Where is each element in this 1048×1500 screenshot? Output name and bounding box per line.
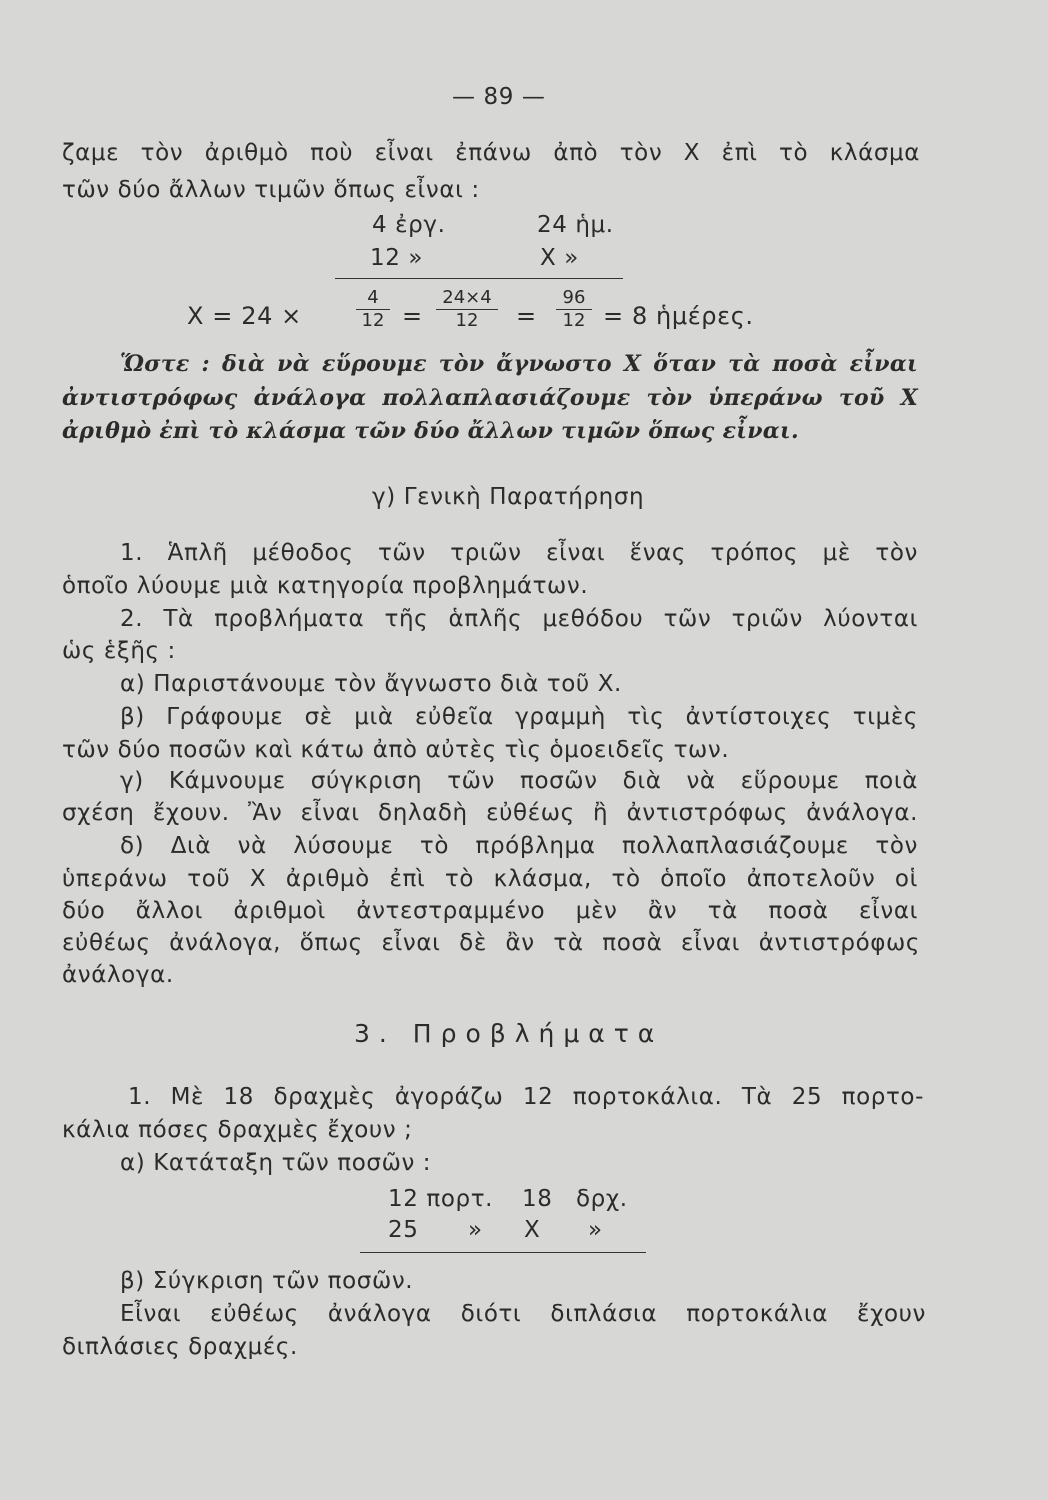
fraction-2-denominator: 12 — [455, 310, 479, 331]
closing-line-3: διπλάσιες δραχμές. — [62, 1334, 298, 1360]
body-line-4: ὡς ἑξῆς : — [62, 638, 176, 664]
problem-line-1: 1. Μὲ 18 δραχμὲς ἀγοράζω 12 πορτοκάλια. Τὰ 25 πορτο- — [128, 1084, 924, 1110]
fraction-1-denominator: 12 — [361, 310, 385, 331]
intro-line-1: ζαμε τὸν ἀριθμὸ ποὺ εἶναι ἐπάνω ἀπὸ τὸν X ἐπὶ τὸ κλάσμα — [62, 140, 920, 166]
table2-r2-c2: » — [468, 1217, 483, 1243]
fraction-3-numerator: 96 — [562, 287, 586, 308]
fraction-2-numerator: 24×4 — [442, 287, 492, 308]
body-line-3: 2. Τὰ προβλήματα τῆς ἁπλῆς μεθόδου τῶν τριῶν λύονται — [120, 606, 918, 632]
table2-r2-c4: » — [588, 1217, 603, 1243]
table1-r1-c2: 24 ἡμ. — [537, 212, 614, 238]
equation-lhs: X = 24 × — [187, 302, 302, 330]
rule-line-1: Ὥστε : διὰ νὰ εὕρουμε τὸν ἄγνωστο X ὅταν τὰ ποσὰ εἶναι — [120, 351, 918, 377]
body-line-2: ὁποῖο λύουμε μιὰ κατηγορία προβλημάτων. — [62, 573, 589, 599]
body-line-10: δ) Διὰ νὰ λύσουμε τὸ πρόβλημα πολλαπλασιάζουμε τὸν — [120, 833, 918, 859]
rule-line-2: ἀντιστρόφως ἀνάλογα πολλαπλασιάζουμε τὸν ὑπεράνω τοῦ X — [62, 385, 918, 411]
table2-r2-c1: 25 — [388, 1217, 419, 1243]
table2-r1-c3: δρχ. — [576, 1186, 628, 1212]
body-line-6: β) Γράφουμε σὲ μιὰ εὐθεῖα γραμμὴ τὶς ἀντίστοιχες τιμὲς — [120, 704, 918, 730]
body-line-11: ὑπεράνω τοῦ X ἀριθμὸ ἐπὶ τὸ κλάσμα, τὸ ὁποῖο ἀποτελοῦν οἱ — [62, 866, 918, 892]
table1-r2-c2: X » — [540, 245, 579, 271]
table2-r1-c1: 12 πορτ. — [388, 1186, 494, 1212]
problem-line-3: α) Κατάταξη τῶν ποσῶν : — [120, 1150, 432, 1176]
table1-underline — [335, 278, 623, 279]
table2-underline — [360, 1252, 646, 1253]
table1-r2-c1: 12 » — [370, 245, 424, 271]
body-line-1: 1. Ἁπλῆ μέθοδος τῶν τριῶν εἶναι ἕνας τρόπος μὲ τὸν — [120, 540, 918, 566]
fraction-3 — [556, 288, 592, 331]
fraction-1 — [356, 288, 390, 331]
body-line-8: γ) Κάμνουμε σύγκριση τῶν ποσῶν διὰ νὰ εὕρουμε ποιὰ — [120, 768, 918, 794]
body-line-14: ἀνάλογα. — [62, 962, 174, 988]
page-number: — 89 — — [452, 84, 546, 110]
section-heading: γ) Γενικὴ Παρατήρηση — [372, 484, 645, 510]
intro-line-2: τῶν δύο ἄλλων τιμῶν ὅπως εἶναι : — [62, 177, 480, 203]
table2-r1-c2: 18 — [522, 1186, 553, 1212]
fraction-1-numerator: 4 — [367, 287, 379, 308]
closing-line-1: β) Σύγκριση τῶν ποσῶν. — [120, 1268, 414, 1294]
rule-line-3: ἀριθμὸ ἐπὶ τὸ κλάσμα τῶν δύο ἄλλων τιμῶν ὅπως εἶναι. — [62, 418, 799, 444]
equals-sign-1: = — [402, 302, 423, 330]
body-line-12: δύο ἄλλοι ἀριθμοὶ ἀντεστραμμένο μὲν ἂν τὰ ποσὰ εἶναι — [62, 898, 918, 924]
equals-sign-2: = — [516, 302, 537, 330]
table2-r2-c3: X — [524, 1217, 541, 1243]
fraction-2 — [436, 288, 498, 331]
problem-line-2: κάλια πόσες δραχμὲς ἔχουν ; — [62, 1117, 413, 1143]
closing-line-2: Εἶναι εὐθέως ἀνάλογα διότι διπλάσια πορτοκάλια ἔχουν — [120, 1301, 926, 1327]
body-line-5: α) Παριστάνουμε τὸν ἄγνωστο διὰ τοῦ X. — [120, 671, 622, 697]
body-line-9: σχέση ἔχουν. Ἂν εἶναι δηλαδὴ εὐθέως ἢ ἀντιστρόφως ἀνάλογα. — [62, 800, 918, 826]
fraction-3-denominator: 12 — [562, 310, 586, 331]
body-line-13: εὐθέως ἀνάλογα, ὅπως εἶναι δὲ ἂν τὰ ποσὰ εἶναι ἀντιστρόφως — [62, 930, 920, 956]
table1-r1-c1: 4 ἐργ. — [372, 212, 446, 238]
body-line-7: τῶν δύο ποσῶν καὶ κάτω ἀπὸ αὐτὲς τὶς ὁμοειδεῖς των. — [62, 737, 730, 763]
problems-heading: 3. Προβλήματα — [354, 1019, 664, 1048]
equation-result: = 8 ἡμέρες. — [603, 302, 754, 330]
